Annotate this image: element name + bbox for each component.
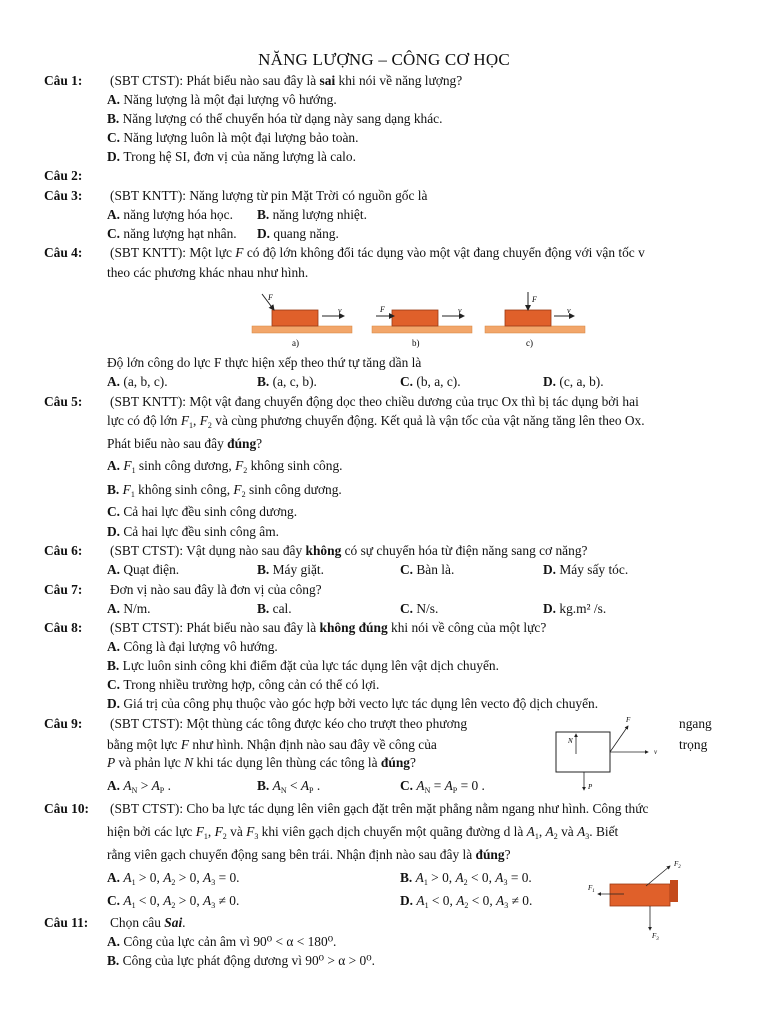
q8-option-b: B. Lực luôn sinh công khi điểm đặt của lực tác dụng lên vật dịch chuyển.	[107, 658, 499, 673]
q6-option-b: B. Máy giặt.	[257, 562, 324, 577]
q1-stem: (SBT CTST): Phát biểu nào sau đây là sai khi nói về năng lượng?	[110, 73, 463, 88]
q9-option-b: B. $A_N < A_P$ .	[257, 778, 321, 795]
q4-figure-a	[252, 293, 352, 348]
q9-option-a: A. $A_N > A_P$ .	[107, 778, 171, 795]
q5-option-d: D. Cả hai lực đều sinh công âm.	[107, 524, 280, 539]
q1-option-a: A. Năng lượng là một đại lượng vô hướng.	[107, 92, 337, 107]
q10-option-c: C. $A_1 < 0$, $A_2 > 0$, $A_3 \ne 0$.	[107, 893, 240, 910]
svg-text:v: v	[458, 306, 462, 315]
svg-text:F2: $F_2$	[674, 860, 681, 870]
svg-text:F: F	[532, 295, 537, 304]
q10-number: Câu 10:	[44, 801, 90, 816]
svg-text:F1: $F_1$	[588, 884, 595, 894]
q5-stem: (SBT KNTT): Một vật đang chuyển động dọc theo chiều dương của trục Ox thì bị tác dụng bởi hai	[110, 394, 639, 409]
q10-stem-line3: rằng viên gạch chuyển động sang bên trái. Nhận định nào sau đây là đúng?	[107, 847, 511, 862]
q4-question: Độ lớn công do lực F thực hiện xếp theo thứ tự tăng dần là	[107, 355, 422, 370]
q4-figure	[240, 288, 590, 350]
q5-stem-line3: Phát biểu nào sau đây đúng?	[107, 436, 263, 451]
q4-figure-b	[372, 305, 472, 348]
svg-text:F: F	[380, 305, 385, 314]
q8-number: Câu 8:	[44, 620, 83, 635]
q8-option-d: D. Giá trị của công phụ thuộc vào góc hợp bởi vecto lực tác dụng lên vecto độ dịch chuyển.	[107, 696, 599, 711]
q4-option-c: C. (b, a, c).	[400, 374, 461, 389]
q3-option-c: C. năng lượng hạt nhân.	[107, 226, 237, 241]
q7-number: Câu 7:	[44, 582, 83, 597]
q4-stem: (SBT KNTT): Một lực F có độ lớn không đổi tác dụng vào một vật đang chuyển động với vận tốc v	[110, 245, 645, 260]
q6-number: Câu 6:	[44, 543, 83, 558]
svg-text:F: F	[268, 293, 273, 302]
q3-option-b: B. năng lượng nhiệt.	[257, 207, 367, 222]
svg-text:v: v	[654, 748, 658, 756]
svg-text:v: v	[338, 306, 342, 315]
q5-option-b: B. $F_1$ không sinh công, $F_2$ sinh công dương.	[107, 482, 342, 499]
q4-number: Câu 4:	[44, 245, 83, 260]
q9-option-c: C. $A_N = A_P = 0$ .	[400, 778, 485, 795]
q9-stem-line3: P và phản lực N khi tác dụng lên thùng các tông là đúng?	[107, 755, 416, 770]
q4-figure-label-c: c)	[526, 338, 533, 348]
q4-figure-c	[485, 292, 585, 348]
q1-option-b: B. Năng lượng có thể chuyển hóa từ dạng này sang dạng khác.	[107, 111, 443, 126]
q9-stem-right2: trọng	[679, 737, 708, 752]
q10-figure	[584, 856, 694, 942]
page-title: NĂNG LƯỢNG – CÔNG CƠ HỌC	[258, 50, 510, 69]
svg-text:N: N	[568, 737, 573, 745]
q3-stem: (SBT KNTT): Năng lượng từ pin Mặt Trời có nguồn gốc là	[110, 188, 428, 203]
q10-option-b: B. $A_1 > 0$, $A_2 < 0$, $A_3 = 0$.	[400, 870, 532, 887]
svg-text:F: F	[626, 716, 631, 724]
q11-option-a: A. Công của lực cản âm vì 90⁰ < α < 180⁰.	[107, 934, 337, 949]
q4-option-d: D. (c, a, b).	[543, 374, 604, 389]
q6-option-c: C. Bàn là.	[400, 562, 455, 577]
q9-stem: (SBT CTST): Một thùng các tông được kéo cho trượt theo phương	[110, 716, 468, 731]
q1-number: Câu 1:	[44, 73, 83, 88]
q11-stem: Chọn câu Sai.	[110, 915, 186, 930]
q8-option-a: A. Công là đại lượng vô hướng.	[107, 639, 278, 654]
q4-option-b: B. (a, c, b).	[257, 374, 317, 389]
q2-number: Câu 2:	[44, 168, 83, 183]
q4-stem-line2: theo các phương khác nhau như hình.	[107, 265, 309, 280]
q5-stem-line2: lực có độ lớn $F_1$, $F_2$ và cùng phương chuyển động. Kết quả là vận tốc của vật năng tăng lên theo Ox.	[107, 413, 645, 430]
q1-option-c: C. Năng lượng luôn là một đại lượng bảo toàn.	[107, 130, 359, 145]
q7-option-a: A. N/m.	[107, 601, 151, 616]
q5-number: Câu 5:	[44, 394, 83, 409]
q3-option-d: D. quang năng.	[257, 226, 339, 241]
q9-number: Câu 9:	[44, 716, 83, 731]
svg-text:v: v	[567, 306, 571, 315]
q4-figure-label-a: a)	[292, 338, 299, 348]
q10-stem: (SBT CTST): Cho ba lực tác dụng lên viên gạch đặt trên mặt phẳng nằm ngang như hình. Công thức	[110, 801, 649, 816]
q3-number: Câu 3:	[44, 188, 83, 203]
q7-option-c: C. N/s.	[400, 601, 439, 616]
q8-option-c: C. Trong nhiều trường hợp, công cản có thể có lợi.	[107, 677, 380, 692]
q6-stem: (SBT CTST): Vật dụng nào sau đây không có sự chuyển hóa từ điện năng sang cơ năng?	[110, 543, 588, 558]
q5-option-c: C. Cả hai lực đều sinh công dương.	[107, 504, 298, 519]
q7-option-d: D. kg.m² /s.	[543, 601, 607, 616]
q7-stem: Đơn vị nào sau đây là đơn vị của công?	[110, 582, 322, 597]
q8-stem: (SBT CTST): Phát biểu nào sau đây là không đúng khi nói về công của một lực?	[110, 620, 547, 635]
q3-option-a: A. năng lượng hóa học.	[107, 207, 233, 222]
q5-option-a: A. $F_1$ sinh công dương, $F_2$ không sinh công.	[107, 458, 343, 475]
q9-stem-line2: bằng một lực F như hình. Nhận định nào sau đây về công của	[107, 737, 437, 752]
q10-stem-line2: hiện bởi các lực $F_1$, $F_2$ và $F_3$ khi viên gạch dịch chuyển một quãng đường d là $A_1$, $A_2$ và $A_3$. Biết	[107, 824, 619, 841]
q4-figure-label-b: b)	[412, 338, 420, 348]
svg-text:P: P	[588, 783, 593, 791]
q4-option-a: A. (a, b, c).	[107, 374, 168, 389]
q7-option-b: B. cal.	[257, 601, 292, 616]
q9-stem-right1: ngang	[679, 716, 712, 731]
q6-option-d: D. Máy sấy tóc.	[543, 562, 629, 577]
q11-number: Câu 11:	[44, 915, 89, 930]
q10-option-a: A. $A_1 > 0$, $A_2 > 0$, $A_3 = 0$.	[107, 870, 240, 887]
q6-option-a: A. Quạt điện.	[107, 562, 180, 577]
q9-figure	[548, 712, 676, 794]
q11-option-b: B. Công của lực phát động dương vì 90⁰ > α > 0⁰.	[107, 953, 375, 968]
svg-text:F3: $F_3$	[652, 932, 659, 942]
q10-option-d: D. $A_1 < 0$, $A_2 < 0$, $A_3 \ne 0$.	[400, 893, 533, 910]
q1-option-d: D. Trong hệ SI, đơn vị của năng lượng là calo.	[107, 149, 356, 164]
